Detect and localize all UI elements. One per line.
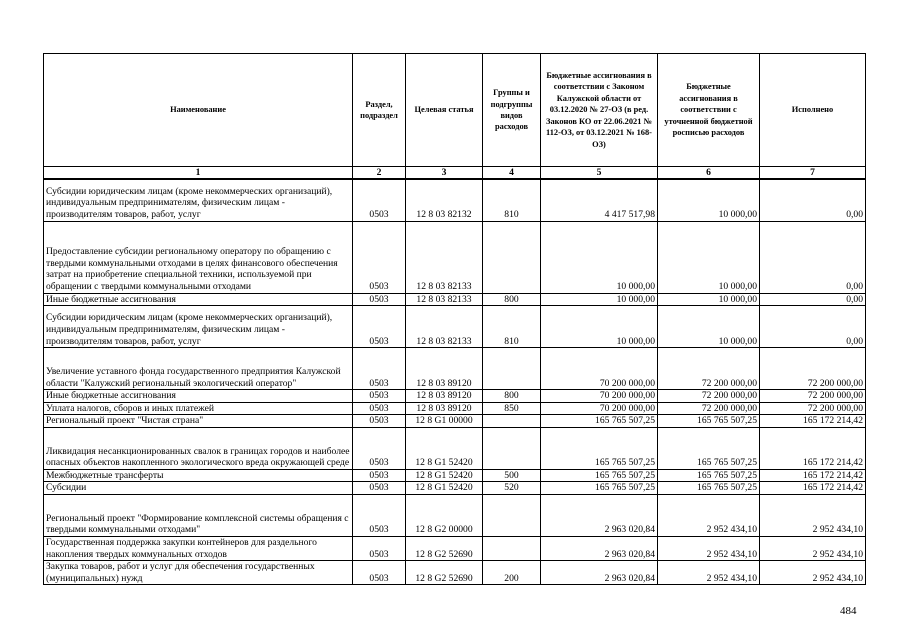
- row-target-article: 12 8 03 89120: [406, 402, 483, 415]
- row-section: 0503: [353, 561, 406, 585]
- table-row: [44, 469, 866, 482]
- row-target-article: 12 8 03 82133: [406, 293, 483, 306]
- row-section: 0503: [353, 221, 406, 293]
- table-row: [44, 537, 866, 561]
- row-name: Субсидии: [44, 482, 353, 495]
- header-budget-law: Бюджетные ассигнования в соответствии с Законом Калужской области от 03.12.2020 № 27-ОЗ (в ред. Законов КО от 22.06.2021 № 112-ОЗ, от 03.12.2021 № 168-ОЗ): [541, 54, 658, 167]
- row-section: 0503: [353, 427, 406, 469]
- row-budget-law: 10 000,00: [541, 306, 658, 348]
- row-target-article: 12 8 G2 52690: [406, 561, 483, 585]
- row-name: Региональный проект "Чистая страна": [44, 415, 353, 428]
- column-number: 5: [541, 167, 658, 180]
- row-section: 0503: [353, 402, 406, 415]
- header-section: Раздел, подраздел: [353, 54, 406, 167]
- row-expense-group: 810: [483, 179, 541, 221]
- column-number: 2: [353, 167, 406, 180]
- row-target-article: 12 8 G1 52420: [406, 427, 483, 469]
- row-expense-group: [483, 537, 541, 561]
- row-budget-law: 4 417 517,98: [541, 179, 658, 221]
- row-name: Закупка товаров, работ и услуг для обеспечения государственных (муниципальных) нужд: [44, 561, 353, 585]
- row-budget-law: 2 963 020,84: [541, 561, 658, 585]
- row-budget-law: 165 765 507,25: [541, 415, 658, 428]
- row-expense-group: 200: [483, 561, 541, 585]
- column-number-row: [44, 167, 866, 180]
- column-number: 6: [658, 167, 760, 180]
- row-budget-law: 70 200 000,00: [541, 390, 658, 403]
- table-row: [44, 561, 866, 585]
- page-number: 484: [840, 605, 857, 617]
- row-section: 0503: [353, 469, 406, 482]
- row-expense-group: [483, 415, 541, 428]
- row-name: Межбюджетные трансферты: [44, 469, 353, 482]
- row-target-article: 12 8 G1 00000: [406, 415, 483, 428]
- table-row: [44, 306, 866, 348]
- row-name: Субсидии юридическим лицам (кроме некоммерческих организаций), индивидуальным предпринимателям, физическим лицам - производителям товаров, работ, услуг: [44, 306, 353, 348]
- row-budget-refined: 10 000,00: [658, 306, 760, 348]
- table-body: [44, 179, 866, 585]
- row-section: 0503: [353, 179, 406, 221]
- row-executed: 72 200 000,00: [760, 390, 866, 403]
- row-target-article: 12 8 03 82133: [406, 221, 483, 293]
- row-budget-refined: 165 765 507,25: [658, 415, 760, 428]
- row-executed: 2 952 434,10: [760, 537, 866, 561]
- row-name: Региональный проект "Формирование комплексной системы обращения с твердыми коммунальными отходами": [44, 495, 353, 537]
- row-executed: 72 200 000,00: [760, 348, 866, 390]
- row-target-article: 12 8 03 89120: [406, 348, 483, 390]
- row-expense-group: 500: [483, 469, 541, 482]
- row-target-article: 12 8 G2 00000: [406, 495, 483, 537]
- row-expense-group: [483, 495, 541, 537]
- row-name: Иные бюджетные ассигнования: [44, 390, 353, 403]
- row-budget-law: 10 000,00: [541, 293, 658, 306]
- header-executed: Исполнено: [760, 54, 866, 167]
- row-expense-group: 800: [483, 293, 541, 306]
- row-budget-refined: 72 200 000,00: [658, 402, 760, 415]
- row-executed: 72 200 000,00: [760, 402, 866, 415]
- row-executed: 2 952 434,10: [760, 561, 866, 585]
- budget-table: [43, 53, 866, 585]
- row-name: Субсидии юридическим лицам (кроме некоммерческих организаций), индивидуальным предпринимателям, физическим лицам - производителям товаров, работ, услуг: [44, 179, 353, 221]
- row-expense-group: [483, 348, 541, 390]
- row-budget-law: 165 765 507,25: [541, 427, 658, 469]
- row-budget-law: 70 200 000,00: [541, 402, 658, 415]
- row-executed: 0,00: [760, 293, 866, 306]
- row-budget-refined: 2 952 434,10: [658, 561, 760, 585]
- row-executed: 2 952 434,10: [760, 495, 866, 537]
- row-budget-law: 165 765 507,25: [541, 482, 658, 495]
- row-executed: 0,00: [760, 306, 866, 348]
- row-section: 0503: [353, 348, 406, 390]
- row-name: Иные бюджетные ассигнования: [44, 293, 353, 306]
- row-budget-refined: 10 000,00: [658, 179, 760, 221]
- row-target-article: 12 8 03 82133: [406, 306, 483, 348]
- row-executed: 0,00: [760, 221, 866, 293]
- table-row: [44, 390, 866, 403]
- row-expense-group: 810: [483, 306, 541, 348]
- row-expense-group: 850: [483, 402, 541, 415]
- budget-table-container: [43, 53, 865, 585]
- row-budget-refined: 72 200 000,00: [658, 348, 760, 390]
- row-section: 0503: [353, 482, 406, 495]
- row-target-article: 12 8 G1 52420: [406, 469, 483, 482]
- row-target-article: 12 8 G1 52420: [406, 482, 483, 495]
- column-number: 3: [406, 167, 483, 180]
- row-executed: 165 172 214,42: [760, 427, 866, 469]
- row-budget-law: 10 000,00: [541, 221, 658, 293]
- table-row: [44, 402, 866, 415]
- row-budget-law: 2 963 020,84: [541, 495, 658, 537]
- column-number: 7: [760, 167, 866, 180]
- row-budget-law: 70 200 000,00: [541, 348, 658, 390]
- row-section: 0503: [353, 293, 406, 306]
- row-name: Предоставление субсидии региональному оператору по обращению с твердыми коммунальными отходами в целях финансового обеспечения затрат на приобретение специальной техники, используемой при обращении с твердыми коммунальными отходами: [44, 221, 353, 293]
- header-row: [44, 54, 866, 167]
- row-name: Ликвидация несанкционированных свалок в границах городов и наиболее опасных объектов накопленного экологического вреда окружающей среде: [44, 427, 353, 469]
- row-expense-group: 520: [483, 482, 541, 495]
- table-row: [44, 293, 866, 306]
- row-expense-group: [483, 221, 541, 293]
- row-section: 0503: [353, 415, 406, 428]
- row-target-article: 12 8 03 89120: [406, 390, 483, 403]
- row-section: 0503: [353, 390, 406, 403]
- table-row: [44, 495, 866, 537]
- table-row: [44, 427, 866, 469]
- table-row: [44, 415, 866, 428]
- row-executed: 165 172 214,42: [760, 415, 866, 428]
- table-row: [44, 179, 866, 221]
- header-budget-refined: Бюджетные ассигнования в соответствии с уточненной бюджетной росписью расходов: [658, 54, 760, 167]
- row-expense-group: [483, 427, 541, 469]
- table-row: [44, 221, 866, 293]
- row-name: Уплата налогов, сборов и иных платежей: [44, 402, 353, 415]
- row-executed: 165 172 214,42: [760, 469, 866, 482]
- row-budget-refined: 165 765 507,25: [658, 482, 760, 495]
- header-expense-groups: Группы и подгруппы видов расходов: [483, 54, 541, 167]
- row-budget-law: 2 963 020,84: [541, 537, 658, 561]
- header-target-article: Целевая статья: [406, 54, 483, 167]
- row-budget-refined: 72 200 000,00: [658, 390, 760, 403]
- row-target-article: 12 8 G2 52690: [406, 537, 483, 561]
- row-budget-refined: 10 000,00: [658, 293, 760, 306]
- row-executed: 165 172 214,42: [760, 482, 866, 495]
- row-budget-refined: 2 952 434,10: [658, 537, 760, 561]
- row-budget-refined: 2 952 434,10: [658, 495, 760, 537]
- row-expense-group: 800: [483, 390, 541, 403]
- row-section: 0503: [353, 537, 406, 561]
- row-budget-refined: 165 765 507,25: [658, 469, 760, 482]
- table-row: [44, 482, 866, 495]
- row-budget-refined: 10 000,00: [658, 221, 760, 293]
- row-section: 0503: [353, 495, 406, 537]
- table-row: [44, 348, 866, 390]
- row-budget-refined: 165 765 507,25: [658, 427, 760, 469]
- column-number: 1: [44, 167, 353, 180]
- row-name: Государственная поддержка закупки контейнеров для раздельного накопления твердых коммунальных отходов: [44, 537, 353, 561]
- row-section: 0503: [353, 306, 406, 348]
- header-name: Наименование: [44, 54, 353, 167]
- column-number: 4: [483, 167, 541, 180]
- row-name: Увеличение уставного фонда государственного предприятия Калужской области "Калужский региональный экологический оператор": [44, 348, 353, 390]
- row-target-article: 12 8 03 82132: [406, 179, 483, 221]
- row-executed: 0,00: [760, 179, 866, 221]
- row-budget-law: 165 765 507,25: [541, 469, 658, 482]
